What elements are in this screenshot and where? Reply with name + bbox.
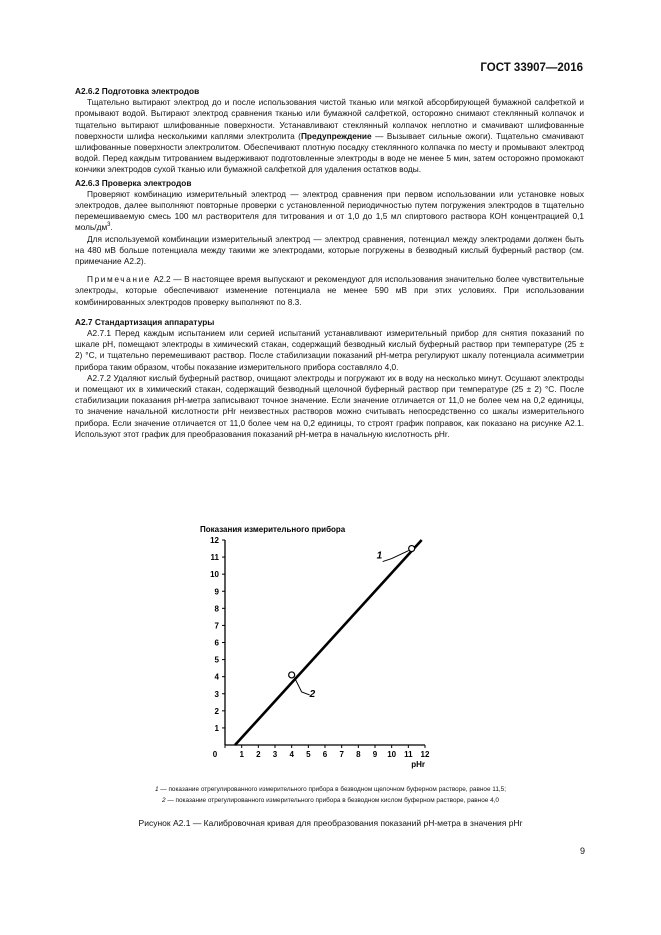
chart-title: Показания измерительного прибора: [200, 525, 346, 534]
note-label: Примечание: [87, 274, 152, 285]
calibration-line: [235, 540, 422, 745]
y-tick-label: 5: [214, 655, 219, 665]
heading-a27: A2.7 Стандартизация аппаратуры: [75, 316, 215, 327]
x-axis-label: pHr: [411, 760, 425, 769]
paragraph-a263-1: [75, 189, 584, 234]
point-label: 2: [309, 688, 316, 700]
x-tick-label: 11: [404, 750, 413, 759]
point-label: 1: [376, 550, 383, 562]
x-tick-label: 8: [356, 750, 361, 759]
y-tick-label: 9: [214, 587, 219, 597]
heading-a262: A2.6.2 Подготовка электродов: [75, 86, 200, 96]
legend-num-2: 2: [162, 797, 166, 804]
legend-item-2: [0, 795, 661, 806]
calibration-chart: [190, 520, 450, 775]
y-tick-label: 4: [214, 672, 219, 682]
paragraph-a271: A2.7.1 Перед каждым испытанием или серией испытаний устанавливают измерительный прибор для снятия показаний по шкале pH, помещают электроды в химический стакан, содержащий безводный кислый буферный раствор при температуре (25 ± 2) °C, и тщательно перемешивают раствор. После стабилизации показаний pH-метра регулируют шкалу потенциала асимметрии прибора таким образом, чтобы показание измерительного прибора составляло 4,0.: [75, 328, 584, 372]
legend-text-2: — показание отрегулированного измерительного прибора в безводном кислом буферном растворе, равное 4,0: [165, 797, 499, 804]
x-tick-label: 0: [212, 750, 218, 759]
x-tick-label: 1: [239, 750, 244, 759]
calibration-point: [409, 546, 415, 552]
x-tick-label: 12: [420, 750, 430, 759]
x-tick-label: 9: [372, 750, 378, 759]
x-tick-label: 2: [256, 750, 261, 759]
text-a262-a: Тщательно вытирают электрод до и после использования чистой тканью или мягкой абсорбирующей бумажной салфеткой и промывают водой. Вытирают электрод сравнения тканью или бумажной салфеткой, осторожно снимают стеклянный колпачок и тщательно вытирают шлифованные поверхности. Устанавливают стеклянный колпачок неплотно и смачивают шлифованные поверхности шлифа несколькими каплями электролита (: [75, 97, 584, 141]
calibration-point: [289, 672, 295, 678]
y-tick-label: 8: [214, 604, 219, 614]
heading-a263: A2.6.3 Проверка электродов: [75, 177, 192, 188]
warning-label: Предупреждение: [300, 130, 372, 141]
x-tick-label: 10: [387, 750, 397, 759]
legend-item-1: [0, 784, 661, 795]
legend-num-1: 1: [154, 786, 159, 793]
document-header: ГОСТ 33907—2016: [480, 62, 583, 74]
x-tick-label: 6: [322, 750, 328, 759]
period: .: [110, 222, 113, 233]
point-leader: [295, 678, 310, 695]
note-a22: [75, 274, 584, 308]
y-tick-label: 7: [214, 621, 219, 631]
y-tick-label: 3: [214, 689, 219, 699]
figure-legend: [0, 784, 661, 806]
x-tick-label: 4: [289, 750, 294, 759]
paragraph-a272: A2.7.2 Удаляют кислый буферный раствор, очищают электроды и погружают их в воду на несколько минут. Осушают электроды и помещают их в химический стакан, содержащий безводный щелочной буферный раствор при температуре (25 ± 2) °C. После стабилизации показания pH-метра записывают точное значение. Если значение отличается от 11,0 не более чем на 0,2 единицы, то значение начальной кислотности pHr неизвестных растворов можно считывать непосредственно со шкалы измерительного прибора. Если значение отличается от 11,0 более чем на 0,2 единицы, то строят график поправок, как показано на рисунке A2.1. Используют этот график для преобразования показаний pH-метра в начальную кислотность pHr.: [75, 372, 584, 439]
x-tick-label: 3: [272, 750, 278, 759]
paragraph-a263-2: Для используемой комбинации измерительный электрод — электрод сравнения, потенциал между электродами должен быть на 480 мВ больше потенциала между такими же электродами, которые погружены в безводный кислый буферный раствор (см. примечание A2.2).: [75, 233, 584, 267]
y-tick-label: 10: [210, 570, 219, 580]
y-tick-label: 2: [214, 706, 219, 716]
x-tick-label: 7: [339, 750, 344, 759]
y-tick-label: 11: [210, 553, 219, 563]
page-body: [75, 84, 584, 440]
x-tick-label: 5: [306, 750, 311, 759]
text-a263-1: Проверяют комбинацию измерительный электрод — электрод сравнения при первом использовании или установке новых электродов, далее выполняют повторные проверки с установленной периодичностью путем погружения электродов в тщательно перемешиваемую смесь 100 мл растворителя для титрования и от 1,0 до 1,5 мл спиртового раствора КОН концентрацией 0,1 моль/дм: [75, 188, 584, 233]
superscript: 3: [107, 222, 111, 229]
figure-caption: Рисунок A2.1 — Калибровочная кривая для преобразования показаний pH-метра в значения pHr: [138, 818, 523, 828]
y-tick-label: 6: [214, 638, 219, 648]
legend-text-1: — показание отрегулированного измерительного прибора в безводном щелочном буферном растворе, равное 11,5;: [158, 786, 507, 793]
text-a262-b: — Вызывает сильные ожоги). Тщательно смачивают шлифованные поверхности электролитом. Обеспечивают плотную посадку стеклянного колпачка по месту и промывают электрод водой. Перед каждым титрованием выдерживают подготовленные электроды в воде не менее 5 мин, затем осторожно промокают кончики электродов сухой тканью или бумажной салфеткой для удаления остатков воды.: [75, 130, 585, 175]
paragraph-a262: [75, 97, 584, 175]
y-tick-label: 1: [214, 723, 219, 733]
page-number: 9: [579, 846, 585, 856]
y-tick-label: 12: [210, 536, 219, 545]
note-text: A2.2 — В настоящее время выпускают и рекомендуют для использования значительно более чувствительные электроды, которые обеспечивают изменение потенциала не менее 590 мВ при этих условиях. При использовании комбинированных электродов проверку выполняют по 8.3.: [75, 274, 584, 307]
